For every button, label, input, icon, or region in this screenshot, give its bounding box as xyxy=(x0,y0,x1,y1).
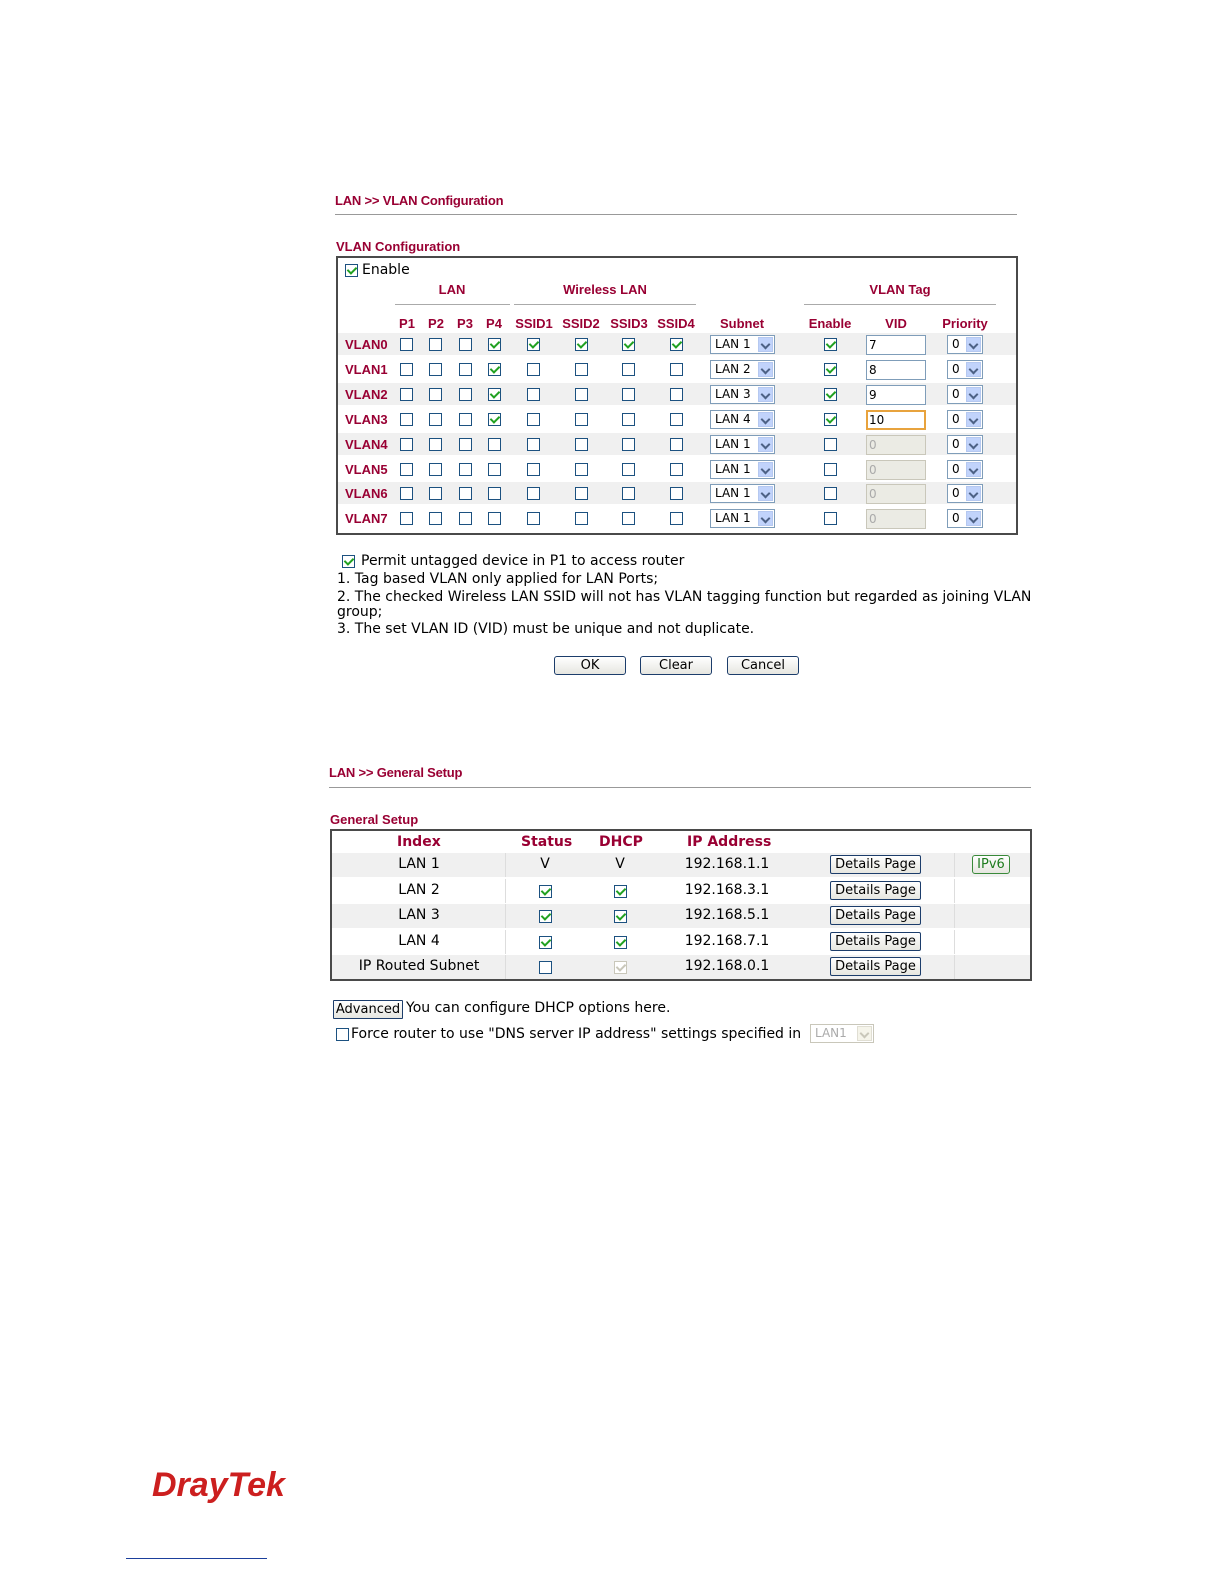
vlan-ssid3-checkbox[interactable] xyxy=(622,338,635,351)
chevron-down-icon xyxy=(966,462,981,477)
vlan-subnet-value: LAN 1 xyxy=(715,337,751,351)
col-ssid2: SSID2 xyxy=(562,316,600,331)
vlan-port-p3-checkbox[interactable] xyxy=(459,413,472,426)
chevron-down-icon xyxy=(966,387,981,402)
chevron-down-icon xyxy=(966,412,981,427)
general-ip-cell: 192.168.1.1 xyxy=(684,856,770,872)
wireless-group-line xyxy=(514,304,696,305)
vlan-vid-input[interactable]: 0 xyxy=(866,435,926,455)
vlan-priority-value: 0 xyxy=(952,437,960,451)
vlan-ssid3-checkbox[interactable] xyxy=(622,388,635,401)
vlan-ssid1-checkbox[interactable] xyxy=(527,487,540,500)
chevron-down-icon xyxy=(758,486,773,501)
details-page-button[interactable]: Details Page xyxy=(830,957,921,976)
draytek-logo xyxy=(152,1462,292,1510)
vlan-ssid4-checkbox[interactable] xyxy=(670,338,683,351)
general-dhcp-checkbox xyxy=(614,961,627,974)
vlan-priority-select[interactable] xyxy=(947,484,983,503)
vlan-vid-input[interactable]: 10 xyxy=(866,410,926,430)
vlan-ssid4-checkbox[interactable] xyxy=(670,512,683,525)
col-sep xyxy=(505,955,506,979)
col-enable: Enable xyxy=(808,316,852,331)
col-ssid1: SSID1 xyxy=(515,316,553,331)
svg-text:DrayTek: DrayTek xyxy=(152,1466,285,1504)
vlan-port-p1-checkbox[interactable] xyxy=(400,363,413,376)
vlan-priority-select[interactable] xyxy=(947,509,983,528)
general-status-cell: V xyxy=(540,856,550,872)
chevron-down-icon xyxy=(966,486,981,501)
vlan-ssid3-checkbox[interactable] xyxy=(622,487,635,500)
wireless-group-header: Wireless LAN xyxy=(563,282,647,297)
vlan-priority-value: 0 xyxy=(952,362,960,376)
vlan-subnet-select[interactable] xyxy=(710,335,775,354)
chevron-down-icon xyxy=(966,511,981,526)
chevron-down-icon xyxy=(966,362,981,377)
vlan-divider xyxy=(335,214,1017,215)
vlan-port-p1-checkbox[interactable] xyxy=(400,338,413,351)
general-index-cell: IP Routed Subnet xyxy=(358,958,480,974)
vlan-ssid4-checkbox[interactable] xyxy=(670,463,683,476)
vlan-tag-group-header: VLAN Tag xyxy=(869,282,931,297)
general-ip-cell: 192.168.3.1 xyxy=(684,882,770,898)
cancel-button[interactable]: Cancel xyxy=(727,656,799,675)
vlan-subnet-select[interactable] xyxy=(710,435,775,454)
vlan-port-p3-checkbox[interactable] xyxy=(459,388,472,401)
vlan-subnet-select[interactable] xyxy=(710,484,775,503)
vlan-priority-value: 0 xyxy=(952,462,960,476)
vlan-port-p2-checkbox[interactable] xyxy=(429,388,442,401)
vlan-priority-value: 0 xyxy=(952,387,960,401)
chevron-down-icon xyxy=(758,387,773,402)
col-ip-address: IP Address xyxy=(687,834,772,850)
vlan-ssid3-checkbox[interactable] xyxy=(622,463,635,476)
vlan-subnet-value: LAN 1 xyxy=(715,462,751,476)
vlan-enable-checkbox[interactable] xyxy=(345,264,358,277)
vlan-port-p2-checkbox[interactable] xyxy=(429,463,442,476)
chevron-down-icon xyxy=(857,1026,872,1041)
col-priority: Priority xyxy=(942,316,988,331)
vlan-port-p2-checkbox[interactable] xyxy=(429,338,442,351)
vlan-ssid4-checkbox[interactable] xyxy=(670,413,683,426)
vlan-port-p2-checkbox[interactable] xyxy=(429,438,442,451)
vlan-ssid2-checkbox[interactable] xyxy=(575,463,588,476)
vlan-port-p3-checkbox[interactable] xyxy=(459,438,472,451)
vlan-ssid2-checkbox[interactable] xyxy=(575,388,588,401)
chevron-down-icon xyxy=(966,437,981,452)
vlan-ssid2-checkbox[interactable] xyxy=(575,413,588,426)
vlan-ssid1-checkbox[interactable] xyxy=(527,438,540,451)
vlan-port-p2-checkbox[interactable] xyxy=(429,512,442,525)
vlan-row-label: VLAN2 xyxy=(345,387,388,402)
chevron-down-icon xyxy=(758,412,773,427)
force-dns-select[interactable] xyxy=(810,1024,874,1043)
vlan-subnet-select[interactable] xyxy=(710,410,775,429)
vlan-priority-select[interactable] xyxy=(947,460,983,479)
col-ssid3: SSID3 xyxy=(610,316,648,331)
vlan-row-label: VLAN5 xyxy=(345,462,388,477)
vlan-tag-enable-checkbox[interactable] xyxy=(824,512,837,525)
permit-untagged-checkbox[interactable] xyxy=(342,555,355,568)
col-p3: P3 xyxy=(457,316,473,331)
vlan-row-label: VLAN7 xyxy=(345,511,388,526)
vlan-ssid4-checkbox[interactable] xyxy=(670,388,683,401)
col-sep xyxy=(954,955,955,979)
chevron-down-icon xyxy=(758,437,773,452)
vlan-ssid4-checkbox[interactable] xyxy=(670,438,683,451)
general-dhcp-checkbox[interactable] xyxy=(614,885,627,898)
vlan-priority-value: 0 xyxy=(952,412,960,426)
vlan-ssid1-checkbox[interactable] xyxy=(527,413,540,426)
note-2: 2. The checked Wireless LAN SSID will not has VLAN tagging function but regarded as joining VLAN xyxy=(337,589,1032,605)
vlan-port-p4-checkbox[interactable] xyxy=(488,413,501,426)
general-ip-cell: 192.168.5.1 xyxy=(684,907,770,923)
vlan-port-p4-checkbox[interactable] xyxy=(488,487,501,500)
vlan-port-p4-checkbox[interactable] xyxy=(488,438,501,451)
general-status-checkbox[interactable] xyxy=(539,910,552,923)
vlan-vid-input[interactable]: 0 xyxy=(866,509,926,529)
lan-group-line xyxy=(395,304,510,305)
footer-link-line xyxy=(126,1558,267,1559)
vlan-ssid2-checkbox[interactable] xyxy=(575,512,588,525)
vlan-port-p2-checkbox[interactable] xyxy=(429,363,442,376)
vlan-vid-input[interactable]: 7 xyxy=(866,335,926,355)
note-1: 1. Tag based VLAN only applied for LAN Ports; xyxy=(337,571,659,587)
vlan-row-label: VLAN4 xyxy=(345,437,388,452)
general-index-cell: LAN 1 xyxy=(398,856,440,872)
col-sep xyxy=(954,879,955,903)
chevron-down-icon xyxy=(966,337,981,352)
vlan-subnet-value: LAN 1 xyxy=(715,437,751,451)
vlan-row-label: VLAN0 xyxy=(345,337,388,352)
vlan-tag-enable-checkbox[interactable] xyxy=(824,413,837,426)
col-sep xyxy=(954,853,955,877)
vlan-tag-enable-checkbox[interactable] xyxy=(824,463,837,476)
advanced-button[interactable]: Advanced xyxy=(333,1000,403,1019)
vlan-subnet-select[interactable] xyxy=(710,460,775,479)
force-dns-checkbox[interactable] xyxy=(336,1028,349,1041)
vlan-breadcrumb: LAN >> VLAN Configuration xyxy=(335,193,504,208)
vlan-tag-group-line xyxy=(804,304,996,305)
vlan-section-title: VLAN Configuration xyxy=(336,239,461,254)
vlan-ssid2-checkbox[interactable] xyxy=(575,487,588,500)
vlan-priority-value: 0 xyxy=(952,337,960,351)
vlan-subnet-value: LAN 2 xyxy=(715,362,751,376)
vlan-ssid3-checkbox[interactable] xyxy=(622,438,635,451)
lan-group-header: LAN xyxy=(438,282,466,297)
col-dhcp: DHCP xyxy=(599,834,643,850)
vlan-port-p3-checkbox[interactable] xyxy=(459,338,472,351)
vlan-tag-enable-checkbox[interactable] xyxy=(824,338,837,351)
force-dns-label: Force router to use "DNS server IP address" settings specified in xyxy=(351,1026,802,1042)
vlan-vid-input[interactable]: 8 xyxy=(866,360,926,380)
vlan-subnet-value: LAN 1 xyxy=(715,486,751,500)
vlan-ssid1-checkbox[interactable] xyxy=(527,463,540,476)
vlan-port-p4-checkbox[interactable] xyxy=(488,512,501,525)
general-index-cell: LAN 2 xyxy=(398,882,440,898)
vlan-ssid2-checkbox[interactable] xyxy=(575,438,588,451)
vlan-row-label: VLAN3 xyxy=(345,412,388,427)
vlan-ssid4-checkbox[interactable] xyxy=(670,363,683,376)
vlan-port-p3-checkbox[interactable] xyxy=(459,463,472,476)
col-p1: P1 xyxy=(399,316,415,331)
permit-untagged-label: Permit untagged device in P1 to access router xyxy=(361,553,685,569)
clear-button[interactable]: Clear xyxy=(640,656,712,675)
vlan-port-p1-checkbox[interactable] xyxy=(400,512,413,525)
vlan-ssid2-checkbox[interactable] xyxy=(575,363,588,376)
col-sep xyxy=(954,930,955,954)
vlan-port-p4-checkbox[interactable] xyxy=(488,388,501,401)
vlan-ssid3-checkbox[interactable] xyxy=(622,512,635,525)
vlan-port-p3-checkbox[interactable] xyxy=(459,512,472,525)
details-page-button[interactable]: Details Page xyxy=(830,881,921,900)
vlan-ssid1-checkbox[interactable] xyxy=(527,388,540,401)
ipv6-button[interactable]: IPv6 xyxy=(972,855,1010,874)
col-sep xyxy=(505,879,506,903)
general-divider xyxy=(329,787,1031,788)
general-index-cell: LAN 4 xyxy=(398,933,440,949)
vlan-subnet-select[interactable] xyxy=(710,509,775,528)
vlan-ssid2-checkbox[interactable] xyxy=(575,338,588,351)
vlan-priority-value: 0 xyxy=(952,511,960,525)
general-index-cell: LAN 3 xyxy=(398,907,440,923)
general-breadcrumb: LAN >> General Setup xyxy=(329,765,463,780)
vlan-priority-select[interactable] xyxy=(947,435,983,454)
chevron-down-icon xyxy=(758,337,773,352)
note-3: 3. The set VLAN ID (VID) must be unique and not duplicate. xyxy=(337,621,755,637)
vlan-port-p1-checkbox[interactable] xyxy=(400,487,413,500)
col-vid: VID xyxy=(885,316,907,331)
col-index: Index xyxy=(397,834,441,850)
general-ip-cell: 192.168.7.1 xyxy=(684,933,770,949)
vlan-row-label: VLAN6 xyxy=(345,486,388,501)
col-subnet: Subnet xyxy=(719,316,765,331)
vlan-ssid1-checkbox[interactable] xyxy=(527,512,540,525)
vlan-tag-enable-checkbox[interactable] xyxy=(824,438,837,451)
general-dhcp-checkbox[interactable] xyxy=(614,936,627,949)
col-sep xyxy=(505,930,506,954)
vlan-port-p1-checkbox[interactable] xyxy=(400,388,413,401)
col-sep xyxy=(505,904,506,928)
vlan-port-p4-checkbox[interactable] xyxy=(488,338,501,351)
general-dhcp-checkbox[interactable] xyxy=(614,910,627,923)
vlan-enable-label: Enable xyxy=(362,262,410,278)
vlan-ssid1-checkbox[interactable] xyxy=(527,363,540,376)
general-status-checkbox[interactable] xyxy=(539,936,552,949)
chevron-down-icon xyxy=(758,511,773,526)
vlan-port-p4-checkbox[interactable] xyxy=(488,463,501,476)
vlan-priority-select[interactable] xyxy=(947,410,983,429)
vlan-priority-select[interactable] xyxy=(947,385,983,404)
chevron-down-icon xyxy=(758,462,773,477)
vlan-vid-input[interactable]: 0 xyxy=(866,460,926,480)
force-dns-select-value: LAN1 xyxy=(815,1026,847,1040)
vlan-subnet-value: LAN 4 xyxy=(715,412,751,426)
details-page-button[interactable]: Details Page xyxy=(830,855,921,874)
vlan-port-p1-checkbox[interactable] xyxy=(400,463,413,476)
vlan-vid-input[interactable]: 0 xyxy=(866,484,926,504)
col-status: Status xyxy=(521,834,573,850)
col-p2: P2 xyxy=(428,316,444,331)
vlan-tag-enable-checkbox[interactable] xyxy=(824,388,837,401)
details-page-button[interactable]: Details Page xyxy=(830,906,921,925)
col-sep xyxy=(505,853,506,877)
ok-button[interactable]: OK xyxy=(554,656,626,675)
vlan-priority-select[interactable] xyxy=(947,360,983,379)
vlan-tag-enable-checkbox[interactable] xyxy=(824,363,837,376)
general-status-checkbox[interactable] xyxy=(539,961,552,974)
vlan-tag-enable-checkbox[interactable] xyxy=(824,487,837,500)
col-ssid4: SSID4 xyxy=(657,316,695,331)
vlan-port-p1-checkbox[interactable] xyxy=(400,413,413,426)
vlan-priority-value: 0 xyxy=(952,486,960,500)
vlan-port-p3-checkbox[interactable] xyxy=(459,363,472,376)
vlan-port-p3-checkbox[interactable] xyxy=(459,487,472,500)
note-2-cont: group; xyxy=(337,604,383,620)
general-section-title: General Setup xyxy=(330,812,419,827)
vlan-subnet-value: LAN 1 xyxy=(715,511,751,525)
details-page-button[interactable]: Details Page xyxy=(830,932,921,951)
advanced-text: You can configure DHCP options here. xyxy=(406,1000,671,1016)
vlan-port-p2-checkbox[interactable] xyxy=(429,487,442,500)
vlan-ssid3-checkbox[interactable] xyxy=(622,413,635,426)
vlan-port-p1-checkbox[interactable] xyxy=(400,438,413,451)
col-sep xyxy=(954,904,955,928)
draytek-logo-graphic xyxy=(152,1462,292,1506)
vlan-ssid4-checkbox[interactable] xyxy=(670,487,683,500)
vlan-subnet-value: LAN 3 xyxy=(715,387,751,401)
vlan-ssid3-checkbox[interactable] xyxy=(622,363,635,376)
general-ip-cell: 192.168.0.1 xyxy=(684,958,770,974)
vlan-priority-select[interactable] xyxy=(947,335,983,354)
vlan-port-p2-checkbox[interactable] xyxy=(429,413,442,426)
vlan-vid-input[interactable]: 9 xyxy=(866,385,926,405)
col-p4: P4 xyxy=(486,316,502,331)
vlan-ssid1-checkbox[interactable] xyxy=(527,338,540,351)
general-status-checkbox[interactable] xyxy=(539,885,552,898)
vlan-subnet-select[interactable] xyxy=(710,385,775,404)
vlan-row-label: VLAN1 xyxy=(345,362,388,377)
general-dhcp-cell: V xyxy=(615,856,625,872)
chevron-down-icon xyxy=(758,362,773,377)
vlan-subnet-select[interactable] xyxy=(710,360,775,379)
vlan-port-p4-checkbox[interactable] xyxy=(488,363,501,376)
